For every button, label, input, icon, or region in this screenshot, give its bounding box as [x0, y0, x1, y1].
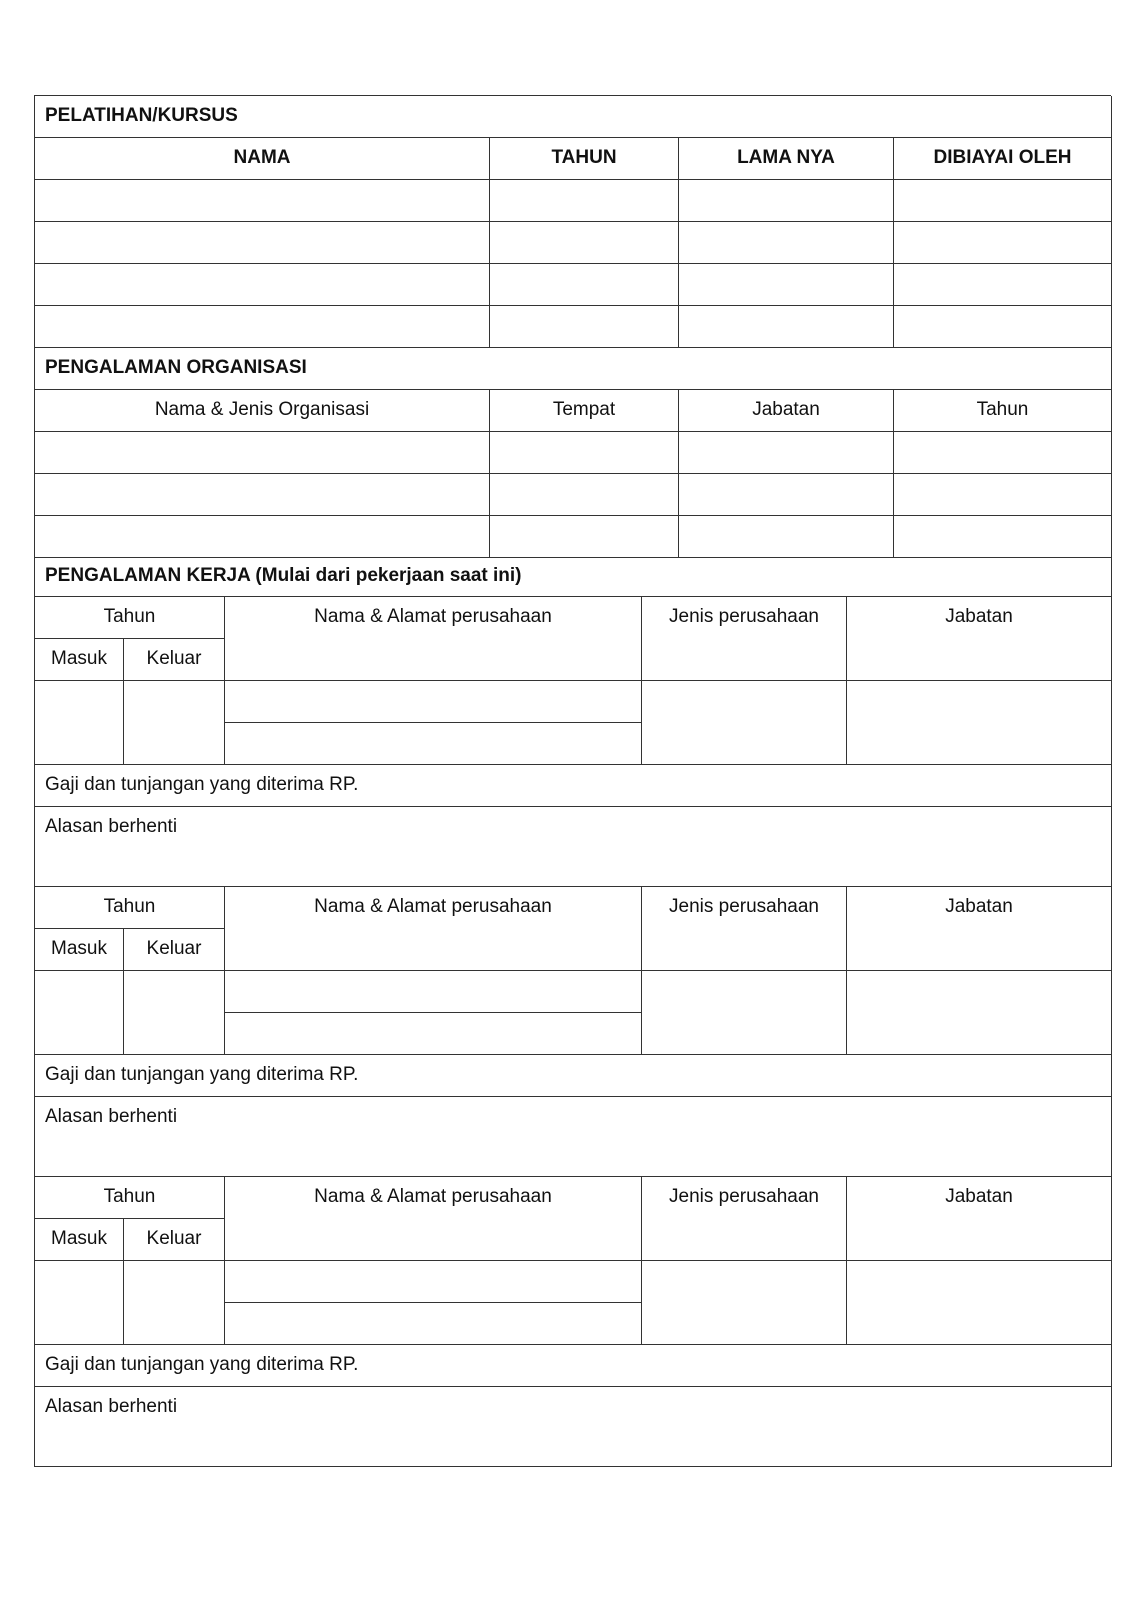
organisasi-title: PENGALAMAN ORGANISASI — [35, 348, 1112, 390]
kerja-nama-cell[interactable] — [225, 681, 642, 723]
kerja-header-jenis: Jenis perusahaan — [642, 1177, 847, 1261]
kerja-header-jabatan: Jabatan — [847, 597, 1112, 681]
kerja-masuk-cell[interactable] — [35, 971, 124, 1055]
kerja-jabatan-cell[interactable] — [847, 1261, 1112, 1345]
kerja-jabatan-cell[interactable] — [847, 681, 1112, 765]
organisasi-cell[interactable] — [490, 516, 679, 558]
kerja-header-nama-alamat: Nama & Alamat perusahaan — [225, 887, 642, 971]
kerja-gaji-row[interactable] — [35, 1055, 1112, 1097]
kerja-nama-cell[interactable] — [225, 971, 642, 1013]
organisasi-cell[interactable] — [35, 516, 490, 558]
kerja-header-keluar: Keluar — [124, 639, 225, 681]
pelatihan-cell[interactable] — [679, 306, 894, 348]
kerja-header-keluar: Keluar — [124, 929, 225, 971]
kerja-header-masuk: Masuk — [35, 639, 124, 681]
pelatihan-cell[interactable] — [679, 180, 894, 222]
pelatihan-cell[interactable] — [35, 222, 490, 264]
organisasi-cell[interactable] — [894, 432, 1112, 474]
form-sheet — [34, 95, 1111, 1467]
kerja-alasan-row[interactable] — [35, 1387, 1112, 1467]
pelatihan-table — [34, 95, 1111, 348]
kerja-alasan-label: Alasan berhenti — [45, 816, 178, 837]
kerja-gaji-label: Gaji dan tunjangan yang diterima RP. — [45, 1354, 359, 1375]
kerja-header-nama-alamat: Nama & Alamat perusahaan — [225, 1177, 642, 1261]
pelatihan-header-lama: LAMA NYA — [679, 138, 894, 180]
kerja-title: PENGALAMAN KERJA (Mulai dari pekerjaan saat ini) — [35, 558, 1112, 597]
kerja-keluar-cell[interactable] — [124, 1261, 225, 1345]
organisasi-table — [34, 348, 1111, 558]
kerja-alamat-cell[interactable] — [225, 723, 642, 765]
kerja-header-masuk: Masuk — [35, 929, 124, 971]
kerja-header-tahun: Tahun — [35, 1177, 225, 1219]
kerja-header-nama-alamat: Nama & Alamat perusahaan — [225, 597, 642, 681]
pelatihan-cell[interactable] — [679, 222, 894, 264]
pelatihan-cell[interactable] — [35, 180, 490, 222]
kerja-keluar-cell[interactable] — [124, 681, 225, 765]
kerja-header-keluar: Keluar — [124, 1219, 225, 1261]
pelatihan-cell[interactable] — [490, 180, 679, 222]
pelatihan-cell[interactable] — [490, 264, 679, 306]
kerja-alamat-cell[interactable] — [225, 1013, 642, 1055]
pelatihan-cell[interactable] — [35, 306, 490, 348]
organisasi-header-nama: Nama & Jenis Organisasi — [35, 390, 490, 432]
kerja-alasan-label: Alasan berhenti — [45, 1106, 178, 1127]
pelatihan-header-tahun: TAHUN — [490, 138, 679, 180]
kerja-title-row — [34, 558, 1111, 597]
organisasi-header-tempat: Tempat — [490, 390, 679, 432]
kerja-masuk-cell[interactable] — [35, 1261, 124, 1345]
kerja-masuk-cell[interactable] — [35, 681, 124, 765]
kerja-jenis-cell[interactable] — [642, 681, 847, 765]
kerja-gaji-label: Gaji dan tunjangan yang diterima RP. — [45, 774, 359, 795]
kerja-alasan-row[interactable] — [35, 1097, 1112, 1177]
kerja-jenis-cell[interactable] — [642, 1261, 847, 1345]
kerja-header-jabatan: Jabatan — [847, 887, 1112, 971]
kerja-entry-3 — [34, 1177, 1111, 1467]
organisasi-header-jabatan: Jabatan — [679, 390, 894, 432]
pelatihan-cell[interactable] — [894, 306, 1112, 348]
pelatihan-cell[interactable] — [490, 222, 679, 264]
kerja-gaji-row[interactable] — [35, 765, 1112, 807]
kerja-alasan-row[interactable] — [35, 807, 1112, 887]
pelatihan-cell[interactable] — [894, 264, 1112, 306]
kerja-jenis-cell[interactable] — [642, 971, 847, 1055]
kerja-entry-1 — [34, 597, 1111, 887]
kerja-gaji-row[interactable] — [35, 1345, 1112, 1387]
kerja-nama-cell[interactable] — [225, 1261, 642, 1303]
pelatihan-header-nama: NAMA — [35, 138, 490, 180]
pelatihan-cell[interactable] — [894, 222, 1112, 264]
kerja-header-jabatan: Jabatan — [847, 1177, 1112, 1261]
organisasi-cell[interactable] — [35, 432, 490, 474]
organisasi-cell[interactable] — [894, 516, 1112, 558]
kerja-header-masuk: Masuk — [35, 1219, 124, 1261]
kerja-header-tahun: Tahun — [35, 887, 225, 929]
pelatihan-cell[interactable] — [490, 306, 679, 348]
kerja-alasan-label: Alasan berhenti — [45, 1396, 178, 1417]
kerja-gaji-label: Gaji dan tunjangan yang diterima RP. — [45, 1064, 359, 1085]
kerja-jabatan-cell[interactable] — [847, 971, 1112, 1055]
pelatihan-cell[interactable] — [679, 264, 894, 306]
organisasi-header-tahun: Tahun — [894, 390, 1112, 432]
pelatihan-title: PELATIHAN/KURSUS — [35, 96, 1112, 138]
kerja-keluar-cell[interactable] — [124, 971, 225, 1055]
pelatihan-cell[interactable] — [894, 180, 1112, 222]
organisasi-cell[interactable] — [679, 432, 894, 474]
organisasi-cell[interactable] — [679, 474, 894, 516]
organisasi-cell[interactable] — [35, 474, 490, 516]
kerja-header-jenis: Jenis perusahaan — [642, 597, 847, 681]
pelatihan-cell[interactable] — [35, 264, 490, 306]
organisasi-cell[interactable] — [894, 474, 1112, 516]
kerja-entry-2 — [34, 887, 1111, 1177]
organisasi-cell[interactable] — [490, 474, 679, 516]
kerja-header-tahun: Tahun — [35, 597, 225, 639]
kerja-header-jenis: Jenis perusahaan — [642, 887, 847, 971]
pelatihan-header-dibiayai: DIBIAYAI OLEH — [894, 138, 1112, 180]
kerja-alamat-cell[interactable] — [225, 1303, 642, 1345]
organisasi-cell[interactable] — [490, 432, 679, 474]
organisasi-cell[interactable] — [679, 516, 894, 558]
